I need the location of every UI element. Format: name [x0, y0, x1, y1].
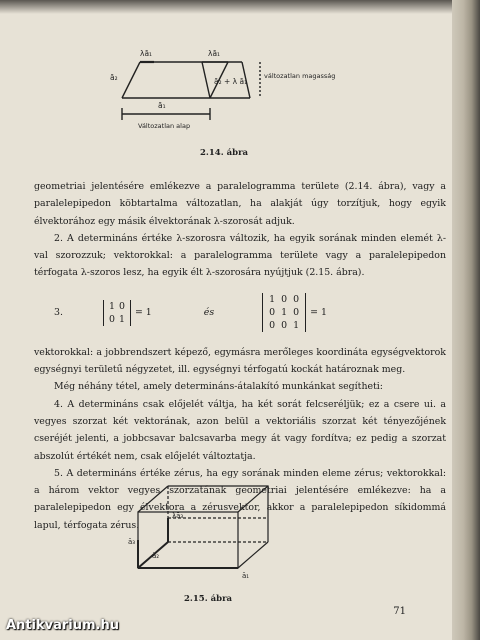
- fig2-label-a2: ā₂: [152, 552, 160, 560]
- fig1-label-la1-right: λā₁: [208, 49, 221, 58]
- paragraph-7: 5. A determináns értéke zérus, ha egy sorának minden eleme zérus; vektorokkal: a három vektor vegyes szorzatának geometriai jelentésére emlékezve: ha a paralelepipedon egy élvektora a zérusvektor, akkor a paralelepipedon síkidommá lapul, térfogata zérus.: [34, 467, 446, 531]
- page-edge-stack: [452, 0, 480, 640]
- conjunction-es: és: [203, 307, 215, 319]
- figure-2-15-caption: 2.15. ábra: [184, 594, 233, 604]
- figure-2-15: [128, 478, 288, 590]
- page-number: 71: [393, 606, 406, 617]
- det2-cell: 0: [118, 300, 125, 312]
- figure-2-14: [104, 36, 404, 136]
- equals-one-1: = 1: [134, 307, 152, 319]
- det3-cell: 0: [281, 320, 288, 332]
- fig2-label-la3: λā₃: [172, 512, 184, 520]
- fig2-label-a1: ā₁: [242, 572, 250, 580]
- fig1-label-height: változatlan magasság: [264, 72, 336, 80]
- paragraph-6: 4. A determináns csak előjelét váltja, ha két sorát felcseréljük; ez a csere ui. a vegyes szorzat két vektorának, azon belül a vektoriális szorzat két tényezőjének cseréjét jelenti, a jobbcsavar balcsavarba megy át vagy fordítva; ez pedig a szorzat abszolút értékét nem, csak előjelét változtatja.: [34, 398, 446, 462]
- det3-cell: 0: [293, 307, 300, 319]
- equation-row: [34, 282, 446, 344]
- det2-cell: 1: [108, 300, 115, 312]
- fig1-label-a2-right: ā₂ + λ ā₁: [214, 77, 248, 86]
- det2-cell: 0: [108, 313, 115, 325]
- fig1-label-base: Változatlan alap: [138, 122, 191, 130]
- determinant-3x3: [262, 293, 306, 332]
- determinant-2x2: [103, 300, 131, 326]
- figure-2-14-caption: 2.14. ábra: [200, 148, 249, 158]
- equals-one-2: = 1: [310, 307, 327, 319]
- top-shadow: [0, 0, 480, 14]
- paragraph-5: Még néhány tétel, amely determináns-átalakító munkánkat segítheti:: [54, 381, 383, 393]
- fig1-label-a2-left: ā₂: [110, 73, 118, 82]
- det3-cell: 0: [269, 307, 276, 319]
- det2-cell: 1: [118, 313, 125, 325]
- item-number-3: 3.: [54, 307, 63, 319]
- fig1-label-la1-top: λā₁: [140, 49, 153, 58]
- fig2-label-a3: ā₃: [128, 538, 136, 546]
- det3-cell: 1: [281, 307, 288, 319]
- det3-cell: 1: [293, 320, 300, 332]
- det3-cell: 0: [293, 294, 300, 306]
- paragraph-2: 2. A determináns értéke λ-szorosra változik, ha egyik sorának minden elemét λ-val szorozzuk; vektorokkal: a paralelogramma területe vagy a paralelepipedon térfogata λ-szoros lesz, ha egyik élt λ-szorosára nyújtjuk (2.15. ábra).: [34, 232, 446, 279]
- watermark: Antikvarium.hu: [6, 618, 119, 633]
- paragraph-1: geometriai jelentésére emlékezve a paralelogramma területe (2.14. ábra), vagy a paralelepipedon köbtartalma változatlan, ha alakját úgy torzítjuk, hogy egyik élvektorához egy másik élvektorának λ-szorosát adjuk.: [34, 181, 446, 227]
- fig1-label-a1: ā₁: [158, 101, 166, 110]
- det3-cell: 0: [269, 320, 276, 332]
- det3-cell: 1: [269, 294, 276, 306]
- paragraph-4: vektorokkal: a jobbrendszert képező, egymásra merőleges koordináta egységvektorok egységnyi területű négyzetet, ill. egységnyi térfogatú kockát határoznak meg.: [34, 346, 446, 376]
- det3-cell: 0: [281, 294, 288, 306]
